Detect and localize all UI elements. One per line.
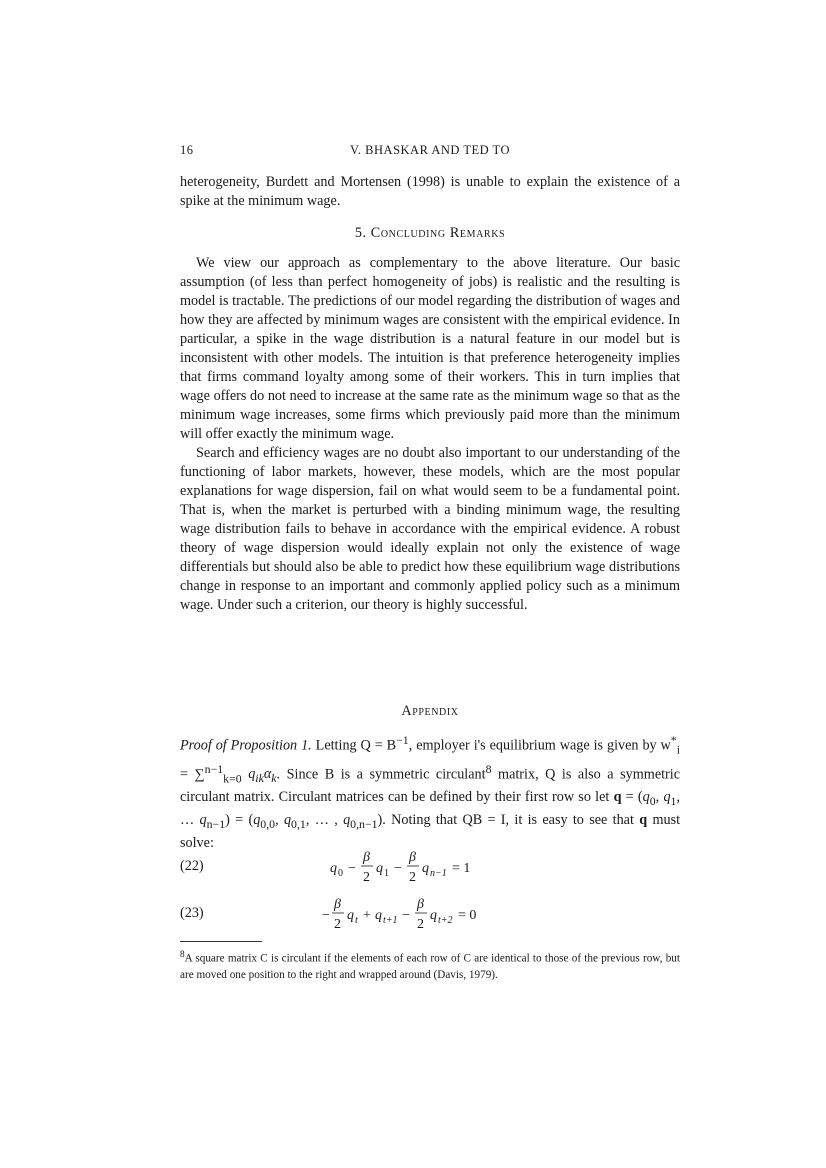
svg-text:q: q (422, 861, 429, 876)
svg-text:0: 0 (338, 868, 343, 879)
proof-paragraph: Proof of Proposition 1. Letting $Q = B^{-1}$, employer i's equilibrium wage is given by $w^*_i = \sum^{n-1}_{k=0}$ $q_{ik}\alpha_k$. Since B is a symmetric circulant$^8$ matrix, Q is also a symmetric circulant matrix. Circulant matrices can be defined by their first row so let $q = (q_0$, $q_1$, … $q_{n-1}) = (q_{0,0}$, $q_{0,1}$, … , $q_{0,n-1}$). Noting that QB = I, it is easy to see that q must solve: (180, 733, 681, 851)
svg-text:β: β (409, 850, 416, 865)
svg-text:n−1: n−1 (430, 868, 447, 879)
concluding-paragraph-1: We view our approach as complementary to the above literature. Our basic assumption (of less than perfect homogeneity of jobs) is realistic and the resulting is model is tractable. The predictions of our model regarding the distribution of wages and how they are affected by minimum wages are consistent with the empirical evidence. In particular, a spike in the wage distribution is a natural feature in our model but is inconsistent with other models. The intuition is that preference heterogeneity implies that firms command loyalty among some of their workers. This in turn implies that wage offers do not need to increase at the same rate as the minimum wage so that as the minimum wage increases, some firms which previously paid more than the minimum will offer exactly the minimum wage. (180, 255, 680, 442)
footnote-divider (180, 941, 262, 942)
svg-text:2: 2 (363, 870, 370, 885)
footnote-marker: 8 (180, 950, 185, 960)
svg-text:t+2: t+2 (438, 915, 453, 926)
svg-text:2: 2 (409, 870, 416, 885)
svg-text:t: t (355, 915, 358, 926)
svg-text:2: 2 (334, 917, 341, 932)
svg-text:−: − (394, 861, 402, 876)
equation-number: (23) (180, 905, 204, 921)
equation-number: (22) (180, 858, 204, 874)
svg-text:= 0: = 0 (458, 908, 477, 923)
running-title: V. BHASKAR AND TED TO (350, 143, 510, 157)
footnote-8 (180, 947, 680, 983)
svg-text:q: q (375, 908, 382, 923)
svg-text:q: q (330, 861, 337, 876)
footnote-text: A square matrix C is circulant if the elements of each row of C are identical to those of the previous row, but are moved one position to the right and wrapped around (Davis, 1979). (180, 952, 680, 981)
svg-text:−: − (402, 908, 410, 923)
svg-text:q: q (430, 908, 437, 923)
svg-text:q: q (376, 861, 383, 876)
equation-23 (180, 895, 680, 935)
page-number: 16 (180, 143, 194, 157)
svg-text:q: q (347, 908, 354, 923)
svg-text:β: β (363, 850, 370, 865)
page-header (180, 143, 680, 163)
equation-23-formula (322, 895, 670, 935)
svg-text:β: β (417, 897, 424, 912)
proof-label: Proof of Proposition 1. (180, 737, 312, 754)
section-heading-concluding-remarks: 5. Concluding Remarks (354, 225, 506, 241)
concluding-remarks-body (180, 254, 680, 615)
svg-text:β: β (334, 897, 341, 912)
svg-text:+: + (363, 908, 371, 923)
svg-text:= 1: = 1 (452, 861, 471, 876)
svg-text:−: − (348, 861, 356, 876)
svg-text:t+1: t+1 (383, 915, 398, 926)
svg-text:2: 2 (417, 917, 424, 932)
svg-text:−: − (322, 908, 330, 923)
equation-22-formula (330, 848, 670, 888)
intro-paragraph: heterogeneity, Burdett and Mortensen (1998) is unable to explain the existence of a spike at the minimum wage. (180, 174, 680, 209)
equation-22 (180, 848, 680, 888)
svg-text:1: 1 (384, 868, 389, 879)
section-heading-appendix: Appendix (401, 703, 459, 719)
concluding-paragraph-2: Search and efficiency wages are no doubt also important to our understanding of the functioning of labor markets, however, these models, which are the most popular explanations for wage dispersion, fail on what would seem to be a fundamental point. That is, when the market is perturbed with a binding minimum wage, the resulting wage distribution fails to behave in accordance with the empirical evidence. A robust theory of wage dispersion would ideally explain not only the existence of wage differentials but should also be able to predict how these equilibrium wage distributions change in response to an important and commonly applied policy such as a minimum wage. Under such a criterion, our theory is highly successful. (180, 445, 680, 613)
